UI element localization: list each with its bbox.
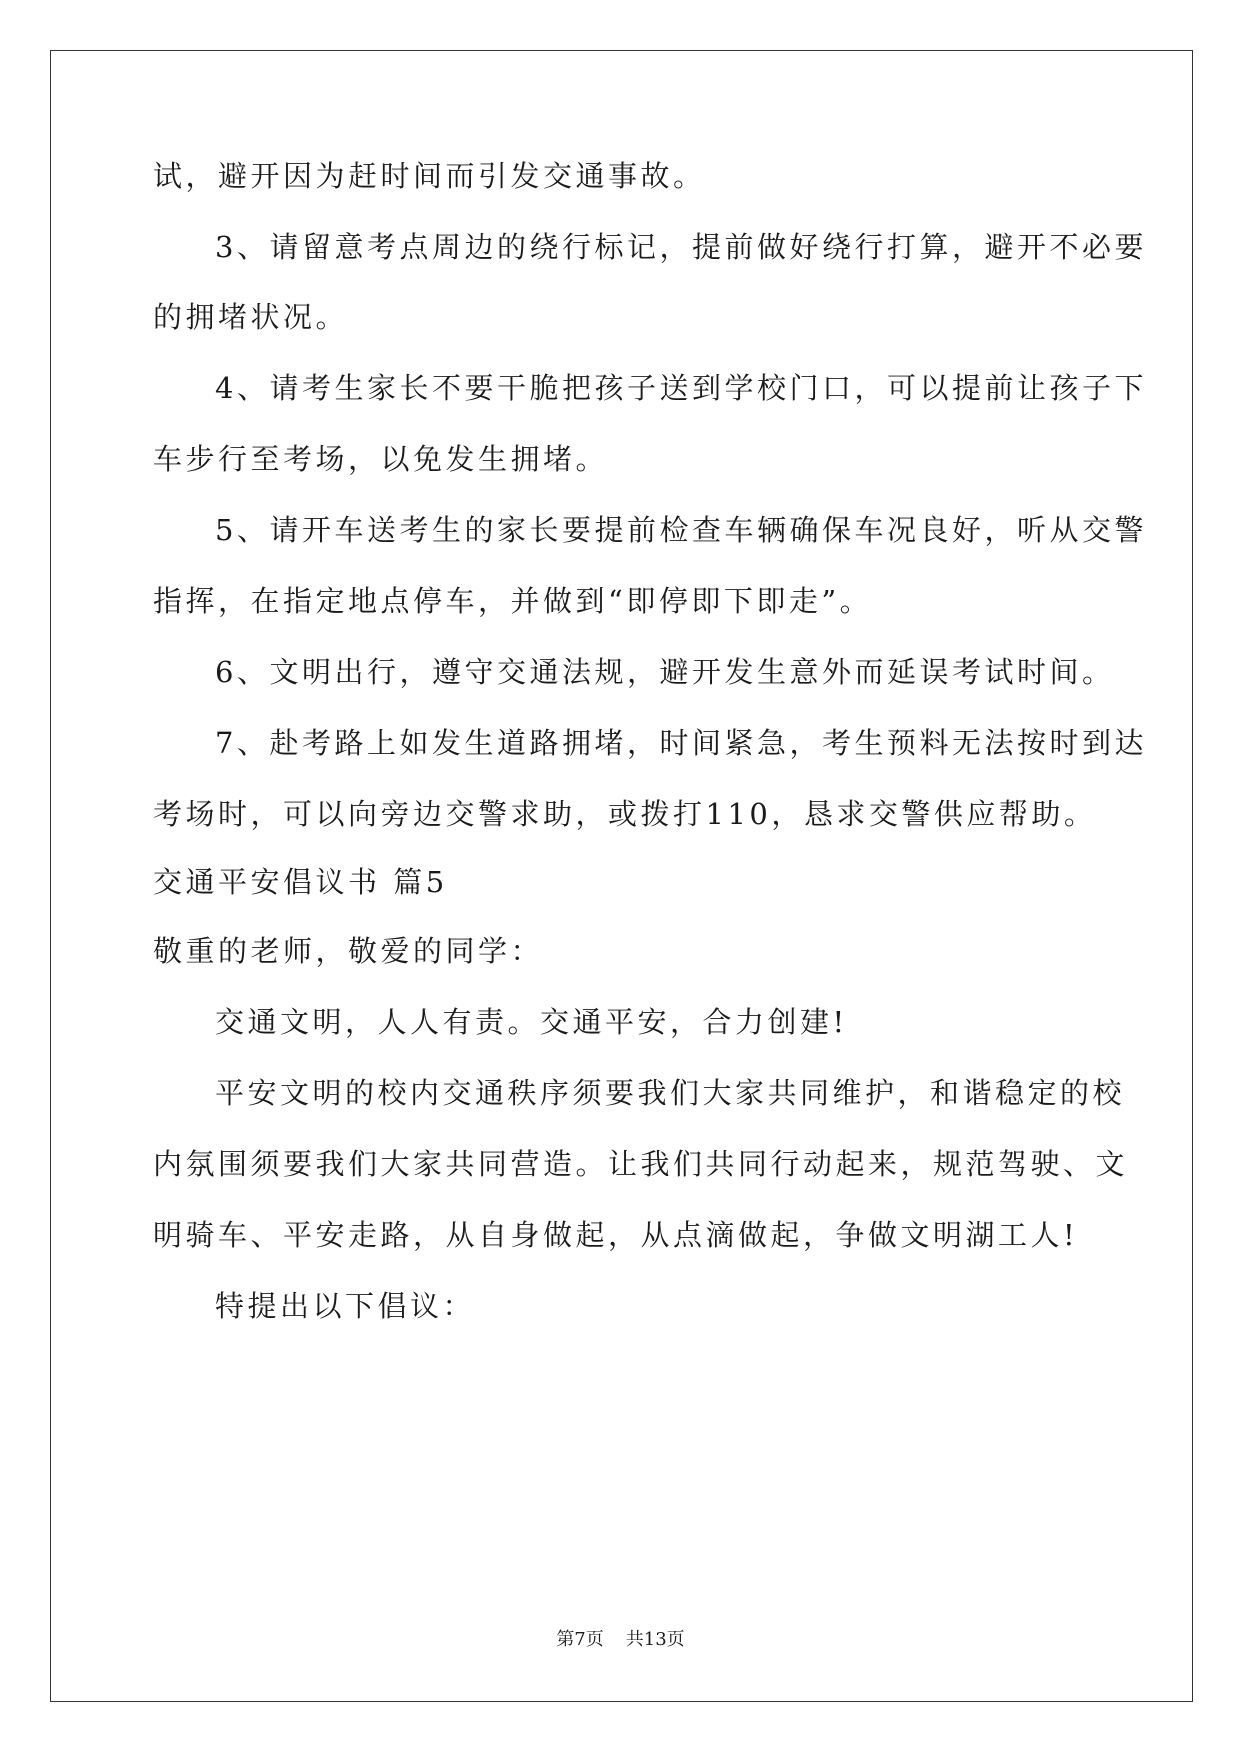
body-text-line: 7、赴考路上如发生道路拥堵，时间紧急，考生预料无法按时到达 [215,726,1147,760]
body-text-line: 5、请开车送考生的家长要提前检查车辆确保车况良好，听从交警 [215,513,1147,547]
body-text-line: 指挥，在指定地点停车，并做到“即停即下即走”。 [153,584,873,618]
salutation: 敬重的老师，敬爱的同学： [153,934,544,968]
body-text-line: 3、请留意考点周边的绕行标记，提前做好绕行打算，避开不必要 [215,230,1147,264]
body-text-line: 考场时，可以向旁边交警求助，或拨打110，恳求交警供应帮助。 [153,797,1097,831]
section-heading: 交通平安倡议书 篇5 [153,865,448,899]
body-text-line: 的拥堵状况。 [153,300,349,334]
body-text-line: 车步行至考场，以免发生拥堵。 [153,442,609,476]
page-number: 第7页 [556,1629,604,1650]
body-text-line: 交通文明，人人有责。交通平安，合力创建! [215,1005,848,1039]
page-footer [0,1628,1241,1652]
page-total: 共13页 [625,1629,685,1650]
body-text-line: 6、文明出行，遵守交通法规，避开发生意外而延误考试时间。 [215,655,1115,689]
body-text-line: 4、请考生家长不要干脆把孩子送到学校门口，可以提前让孩子下 [215,371,1147,405]
body-text-line: 特提出以下倡议： [215,1289,476,1323]
body-text-line: 平安文明的校内交通秩序须要我们大家共同维护，和谐稳定的校 [215,1076,1126,1110]
body-text-line: 明骑车、平安走路，从自身做起，从点滴做起，争做文明湖工人! [153,1218,1079,1252]
body-text-line: 内氛围须要我们大家共同营造。让我们共同行动起来，规范驾驶、文 [153,1147,1129,1181]
body-text-line: 试，避开因为赶时间而引发交通事故。 [153,159,706,193]
